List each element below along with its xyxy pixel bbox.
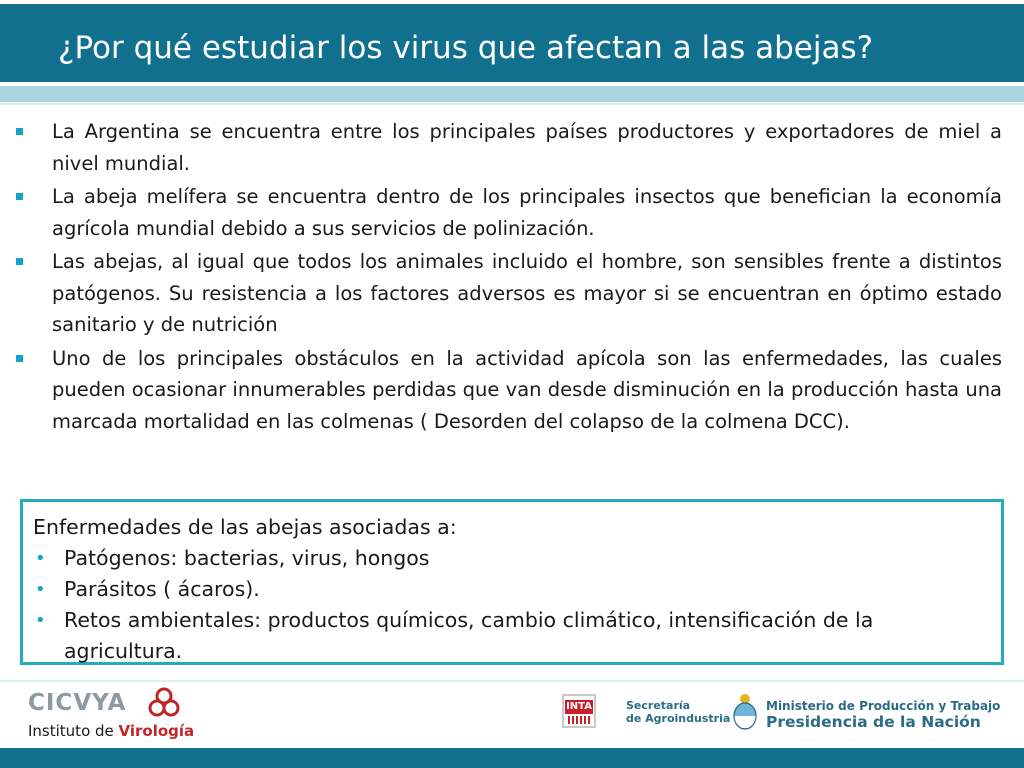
square-bullet-icon xyxy=(16,193,23,200)
virus-knot-icon xyxy=(146,686,182,722)
inta-logo-stripes xyxy=(568,716,590,724)
cicvya-logo-text: CICVYA xyxy=(28,690,127,716)
bullet-item xyxy=(14,246,1002,341)
box-item-text: Retos ambientales: productos químicos, cambio climático, intensificación de la agricultura. xyxy=(64,608,874,663)
slide-title: ¿Por qué estudiar los virus que afectan a las abejas? xyxy=(58,30,874,66)
ministerio-label: Ministerio de Producción y Trabajo xyxy=(766,699,1001,713)
footer-divider xyxy=(0,680,1024,682)
title-underline-thin xyxy=(0,103,1024,105)
round-bullet-icon: • xyxy=(35,548,46,569)
bullet-list xyxy=(14,116,1002,439)
box-item-text: Patógenos: bacterias, virus, hongos xyxy=(64,546,430,570)
instituto-virologia: Virología xyxy=(118,722,195,740)
inta-logo-text: INTA xyxy=(566,701,592,712)
national-shield-icon xyxy=(730,693,760,731)
square-bullet-icon xyxy=(16,258,23,265)
box-item-text: Parásitos ( ácaros). xyxy=(64,577,260,601)
box-item xyxy=(33,574,989,605)
box-item xyxy=(33,605,989,667)
bullet-text: La abeja melífera se encuentra dentro de los principales insectos que benefician la economía agrícola mundial debido a sus servicios de polinización. xyxy=(52,185,1002,240)
instituto-prefix: Instituto de xyxy=(28,722,119,740)
square-bullet-icon xyxy=(16,128,23,135)
square-bullet-icon xyxy=(16,355,23,362)
title-bar xyxy=(0,4,1024,82)
bottom-bar xyxy=(0,748,1024,768)
secretaria-label xyxy=(626,699,730,725)
instituto-label xyxy=(28,722,194,740)
secretaria-line2: de Agroindustria xyxy=(626,712,731,725)
bullet-text: Las abejas, al igual que todos los animales incluido el hombre, son sensibles frente a distintos patógenos. Su resistencia a los factores adversos es mayor si se encuentran en óptimo estado sanitario y de nutrición xyxy=(52,250,1002,336)
box-title: Enfermedades de las abejas asociadas a: xyxy=(33,515,457,539)
round-bullet-icon: • xyxy=(35,610,46,631)
inta-logo xyxy=(562,694,596,728)
diseases-box xyxy=(20,499,1004,665)
bullet-text: Uno de los principales obstáculos en la actividad apícola son las enfermedades, las cuales pueden ocasionar innumerables perdidas que van desde disminución en la producción hasta una marcada mortalidad en las colmenas ( Desorden del colapso de la colmena DCC). xyxy=(52,346,1002,433)
round-bullet-icon: • xyxy=(35,579,46,600)
secretaria-line1: Secretaría xyxy=(626,699,691,712)
bullet-item xyxy=(14,343,1002,438)
bullet-text: La Argentina se encuentra entre los principales países productores y exportadores de miel a nivel mundial. xyxy=(52,120,1002,175)
bullet-item xyxy=(14,116,1002,179)
bullet-item xyxy=(14,181,1002,244)
presidencia-label: Presidencia de la Nación xyxy=(766,713,981,731)
box-list xyxy=(33,543,989,667)
title-underline-stripe xyxy=(0,86,1024,102)
box-item xyxy=(33,543,989,574)
